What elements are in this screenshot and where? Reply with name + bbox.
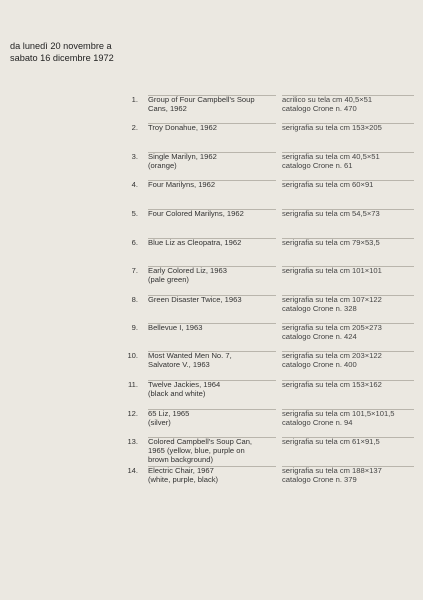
work-technique-line: serigrafia su tela cm 153×162 [282, 380, 382, 389]
work-technique-line: serigrafia su tela cm 60×91 [282, 180, 374, 189]
work-number: 14. [127, 466, 138, 475]
work-title-line: Electric Chair, 1967 [148, 466, 214, 475]
work-technique-line: serigrafia su tela cm 79×53,5 [282, 238, 380, 247]
work-title [148, 466, 278, 484]
work-technique-line: serigrafia su tela cm 205×273 [282, 323, 382, 332]
work-technique [282, 323, 418, 341]
work-number: 11. [128, 380, 138, 389]
work-title-line: (pale green) [148, 275, 189, 285]
work-technique [282, 152, 418, 170]
work-technique-line: catalogo Crone n. 61 [282, 161, 353, 171]
work-technique [282, 180, 418, 189]
work-title-line: Group of Four Campbell's Soup [148, 95, 255, 104]
work-title-line: Blue Liz as Cleopatra, 1962 [148, 238, 242, 247]
work-technique-line: catalogo Crone n. 94 [282, 418, 353, 428]
work-title [148, 238, 278, 247]
work-technique-line: serigrafia su tela cm 40,5×51 [282, 152, 380, 161]
work-technique [282, 466, 418, 484]
work-technique-line: serigrafia su tela cm 101,5×101,5 [282, 409, 395, 418]
work-title [148, 180, 278, 189]
work-technique-line: acrilico su tela cm 40,5×51 [282, 95, 373, 104]
work-technique-line: serigrafia su tela cm 188×137 [282, 466, 382, 475]
work-technique [282, 123, 418, 132]
work-title-line: (orange) [148, 161, 177, 171]
work-technique-line: serigrafia su tela cm 101×101 [282, 266, 382, 275]
work-technique-line: serigrafia su tela cm 203×122 [282, 351, 382, 360]
work-technique-line: serigrafia su tela cm 61×91,5 [282, 437, 380, 446]
work-title-line: Bellevue I, 1963 [148, 323, 203, 332]
work-technique [282, 238, 418, 247]
date-line-1: da lunedì 20 novembre a [10, 41, 112, 51]
work-title-line: Single Marilyn, 1962 [148, 152, 217, 161]
work-title-line: Troy Donahue, 1962 [148, 123, 217, 132]
work-title-line: Four Colored Marilyns, 1962 [148, 209, 244, 218]
work-number: 7. [131, 266, 138, 275]
work-title-line: (silver) [148, 418, 171, 428]
work-technique-line: catalogo Crone n. 424 [282, 332, 357, 342]
work-title-line: Early Colored Liz, 1963 [148, 266, 227, 275]
work-technique-line: catalogo Crone n. 328 [282, 304, 357, 314]
work-title-line: 65 Liz, 1965 [148, 409, 190, 418]
work-technique [282, 295, 418, 313]
work-technique-line: serigrafia su tela cm 153×205 [282, 123, 382, 132]
date-line-2: sabato 16 dicembre 1972 [10, 52, 114, 63]
work-number: 10. [127, 351, 138, 360]
work-title [148, 409, 278, 427]
work-title [148, 351, 278, 369]
work-number: 9. [131, 323, 138, 332]
work-number: 6. [131, 238, 138, 247]
work-number: 13. [127, 437, 138, 446]
work-title [148, 266, 278, 284]
work-technique [282, 380, 418, 389]
work-title [148, 95, 278, 113]
work-title-line: 1965 (yellow, blue, purple on [148, 446, 245, 456]
exhibition-dates [10, 41, 114, 64]
work-number: 3. [131, 152, 138, 161]
work-technique-line: catalogo Crone n. 470 [282, 104, 357, 114]
work-title [148, 295, 278, 304]
work-number: 12. [127, 409, 138, 418]
work-title [148, 380, 278, 398]
work-number: 5. [131, 209, 138, 218]
work-title [148, 437, 278, 465]
work-title-line: Salvatore V., 1963 [148, 360, 210, 370]
work-number: 2. [131, 123, 138, 132]
work-technique [282, 266, 418, 275]
work-technique [282, 437, 418, 446]
work-technique-line: serigrafia su tela cm 107×122 [282, 295, 382, 304]
work-title-line: Colored Campbell's Soup Can, [148, 437, 253, 446]
work-technique [282, 409, 418, 427]
work-title-line: (white, purple, black) [148, 475, 219, 485]
work-technique-line: serigrafia su tela cm 54,5×73 [282, 209, 380, 218]
work-number: 8. [131, 295, 138, 304]
work-number: 4. [131, 180, 138, 189]
work-title [148, 323, 278, 332]
work-title-line: Four Marilyns, 1962 [148, 180, 216, 189]
work-title-line: Cans, 1962 [148, 104, 187, 114]
work-title-line: Twelve Jackies, 1964 [148, 380, 221, 389]
work-title-line: Green Disaster Twice, 1963 [148, 295, 242, 304]
work-technique [282, 209, 418, 218]
work-title-line: Most Wanted Men No. 7, [148, 351, 232, 360]
work-title [148, 123, 278, 132]
work-title [148, 209, 278, 218]
work-number: 1. [131, 95, 138, 104]
work-title [148, 152, 278, 170]
work-title-line: brown background) [148, 455, 214, 465]
work-technique-line: catalogo Crone n. 379 [282, 475, 357, 485]
work-technique [282, 351, 418, 369]
work-technique-line: catalogo Crone n. 400 [282, 360, 357, 370]
work-technique [282, 95, 418, 113]
work-title-line: (black and white) [148, 389, 206, 399]
